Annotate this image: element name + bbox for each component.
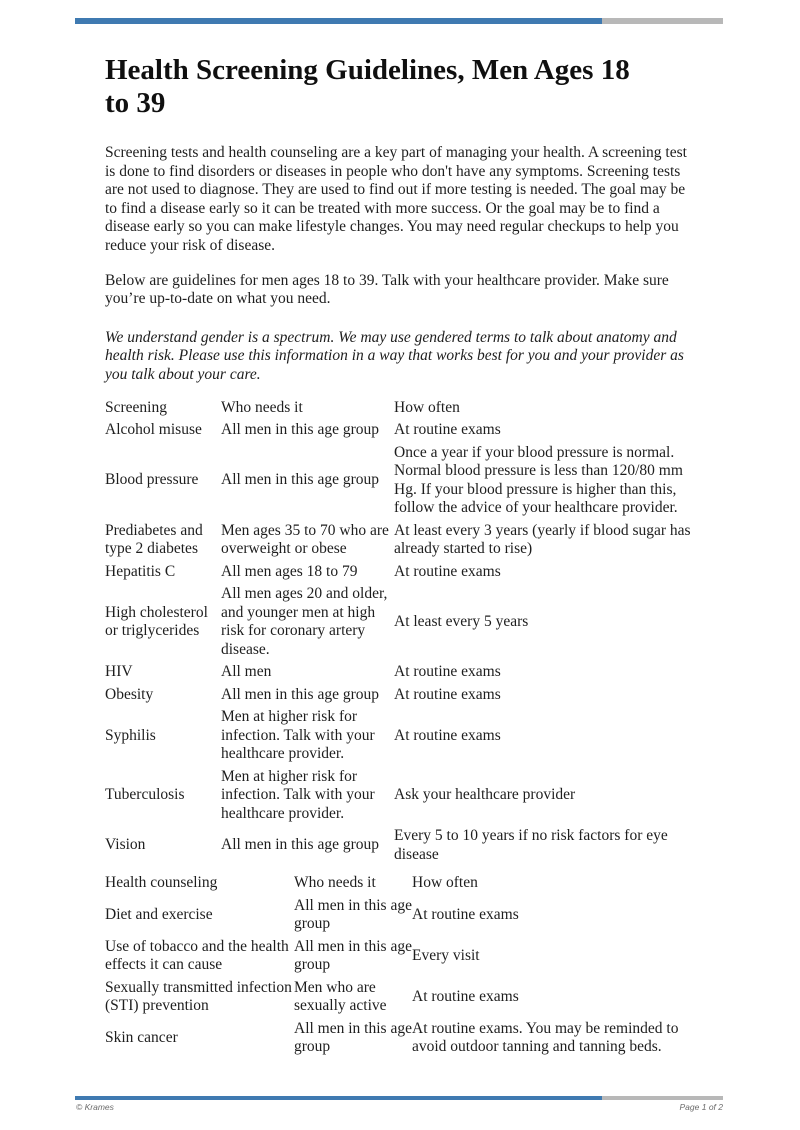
table-cell: Tuberculosis <box>105 786 185 804</box>
table-cell: All men in this age group <box>294 937 412 974</box>
table-cell: At routine exams <box>394 421 501 439</box>
table-cell: Once a year if your blood pressure is normal. Normal blood pressure is less than 120/80 mm Hg. If your blood pressure is higher than this, follow the advice of your healthcare provider. <box>394 443 683 517</box>
table-cell: All men in this age group <box>221 836 379 854</box>
table-row <box>105 522 695 559</box>
table-cell: Men at higher risk for infection. Talk with your healthcare provider. <box>221 708 375 763</box>
document-content <box>105 0 697 1061</box>
table-header-row <box>105 399 695 418</box>
accent-bar-gray-segment <box>602 1096 723 1100</box>
table-cell: At routine exams <box>412 987 519 1005</box>
screening-table <box>105 395 695 869</box>
page-title-line-2: to 39 <box>105 87 166 119</box>
footer-page-number: Page 1 of 2 <box>679 1102 723 1112</box>
column-header: Health counseling <box>105 874 218 892</box>
column-header: How often <box>412 874 478 892</box>
table-cell: At least every 3 years (yearly if blood sugar has already started to rise) <box>394 521 691 558</box>
table-row <box>105 686 695 705</box>
table-cell: At routine exams <box>394 663 501 681</box>
column-header: Who needs it <box>221 398 303 416</box>
counseling-table <box>105 870 695 1061</box>
table-cell: Prediabetes and type 2 diabetes <box>105 521 203 558</box>
footer-copyright: © Krames <box>76 1102 114 1112</box>
page-footer <box>76 1102 723 1112</box>
table-cell: Sexually transmitted infection (STI) prevention <box>105 978 292 1015</box>
table-row <box>105 444 695 518</box>
table-cell: Men ages 35 to 70 who are overweight or obese <box>221 521 389 558</box>
column-header: Who needs it <box>294 874 376 892</box>
table-row <box>105 708 695 764</box>
table-cell: Blood pressure <box>105 471 199 489</box>
intro-paragraph: Screening tests and health counseling are a key part of managing your health. A screening test is done to find disorders or diseases in people who don't have any symptoms. Screening tests are not used to diagnose. They are used to find out if more testing is needed. The goal may be to find a disease early so it can be treated with more success. Or the goal may be to find a disease early so you can make lifestyle changes. You may need regular checkups to help you reduce your risk of disease. <box>105 144 687 254</box>
table-cell: Obesity <box>105 685 154 703</box>
bottom-accent-bar <box>75 1096 723 1100</box>
table-cell: All men <box>221 663 272 681</box>
table-cell: Hepatitis C <box>105 562 176 580</box>
table-cell: At routine exams <box>394 685 501 703</box>
column-header: How often <box>394 398 460 416</box>
table-cell: High cholesterol or triglycerides <box>105 603 208 640</box>
table-cell: Alcohol misuse <box>105 421 202 439</box>
table-cell: All men in this age group <box>294 896 412 933</box>
table-row <box>105 768 695 824</box>
table-row <box>105 421 695 440</box>
table-row <box>105 979 695 1016</box>
table-row <box>105 563 695 582</box>
table-header-row <box>105 874 695 893</box>
table-row <box>105 663 695 682</box>
table-cell: Ask your healthcare provider <box>394 786 576 804</box>
intro-paragraph: Below are guidelines for men ages 18 to 39. Talk with your healthcare provider. Make sure you’re up-to-date on what you need. <box>105 271 669 308</box>
table-row <box>105 1020 695 1057</box>
table-cell: Every 5 to 10 years if no risk factors for eye disease <box>394 827 668 863</box>
table-cell: Men at higher risk for infection. Talk with your healthcare provider. <box>221 767 375 822</box>
table-cell: All men in this age group <box>221 421 379 439</box>
table-row <box>105 938 695 975</box>
table-cell: At least every 5 years <box>394 612 529 630</box>
table-cell: Use of tobacco and the health effects it can cause <box>105 937 289 974</box>
table-cell: At routine exams <box>394 562 501 580</box>
column-header: Screening <box>105 398 167 416</box>
page-title-line-1: Health Screening Guidelines, Men Ages 18 <box>105 54 630 86</box>
disclaimer-paragraph: We understand gender is a spectrum. We may use gendered terms to talk about anatomy and health risk. Please use this information in a way that works best for you and your provider as you talk about your care. <box>105 328 684 383</box>
table-cell: At routine exams <box>394 726 501 744</box>
table-cell: Men who are sexually active <box>294 978 387 1015</box>
table-cell: At routine exams <box>412 905 519 923</box>
table-cell: All men ages 20 and older, and younger men at high risk for coronary artery disease. <box>221 585 388 658</box>
table-cell: Syphilis <box>105 726 156 744</box>
table-cell: All men in this age group <box>294 1019 412 1056</box>
table-cell: Every visit <box>412 946 480 964</box>
table-row <box>105 585 695 659</box>
table-cell: All men in this age group <box>221 685 379 703</box>
table-cell: All men ages 18 to 79 <box>221 562 358 580</box>
table-cell: All men in this age group <box>221 471 379 489</box>
table-cell: Skin cancer <box>105 1028 178 1046</box>
table-cell: Diet and exercise <box>105 905 213 923</box>
table-cell: Vision <box>105 836 146 854</box>
table-cell: HIV <box>105 663 133 681</box>
accent-bar-blue-segment <box>75 1096 602 1100</box>
table-row <box>105 827 695 864</box>
table-row <box>105 897 695 934</box>
table-cell: At routine exams. You may be reminded to avoid outdoor tanning and tanning beds. <box>412 1019 679 1056</box>
page-title <box>105 54 697 120</box>
